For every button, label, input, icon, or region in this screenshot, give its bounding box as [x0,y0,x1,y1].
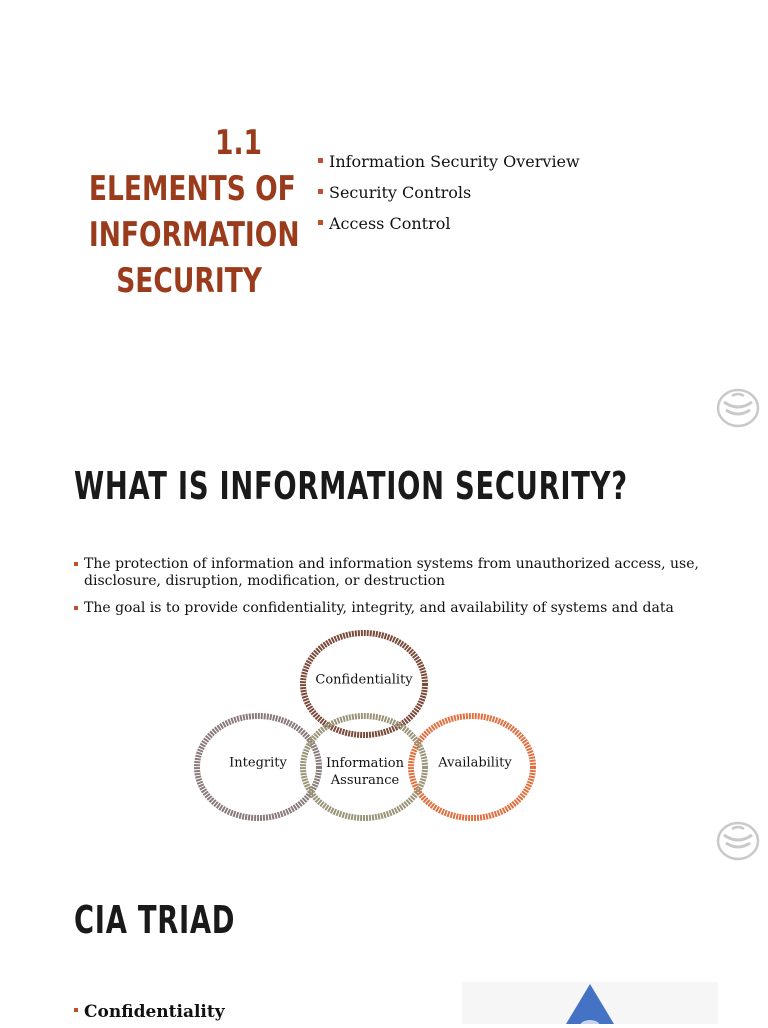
title-line: INFORMATION [88,215,300,255]
list-item-label: Security Controls [329,183,472,202]
list-item-label: The protection of information and information systems from unauthorized access, use, disclosure, disruption, modification, or destruction [84,556,699,589]
bullet-icon [74,1008,78,1012]
slide-cia-triad [0,864,768,1024]
slide-title [88,120,300,304]
list-item-label: Confidentiality [84,1002,225,1022]
list-item-label: Access Control [329,214,451,233]
bullet-icon [318,220,323,225]
slide-what-is-information-security [0,432,768,864]
list-item-label: Information Security Overview [329,152,580,171]
list-item [318,180,580,211]
slide-heading: WHAT IS INFORMATION SECURITY? [74,464,628,508]
cia-list [74,1002,225,1022]
ring-label-integrity: Integrity [229,755,287,771]
topic-list [318,149,580,242]
bullet-icon [318,189,323,194]
list-item [318,211,580,242]
cia-triangle-panel [462,982,718,1024]
crest-logo-icon [716,821,760,861]
title-line: ELEMENTS OF [88,169,296,209]
list-item [74,1002,225,1022]
list-item [318,149,580,180]
ring-label-line: Information [325,756,405,771]
list-item-label: The goal is to provide confidentiality, integrity, and availability of systems and data [84,600,674,616]
crest-logo-icon [716,388,760,428]
slide-elements-of-information-security [0,0,768,432]
ring-label-information-assurance [326,755,404,789]
ring-label-availability: Availability [438,755,512,771]
title-line: SECURITY [116,261,262,301]
bullet-icon [318,158,323,163]
ring-label-line: Assurance [330,773,400,788]
information-assurance-diagram [0,432,768,864]
slide-heading: CIA TRIAD [74,898,236,942]
title-line: 1.1 [215,123,262,163]
triangle-icon [462,982,718,1024]
ring-label-confidentiality: Confidentiality [315,672,413,688]
